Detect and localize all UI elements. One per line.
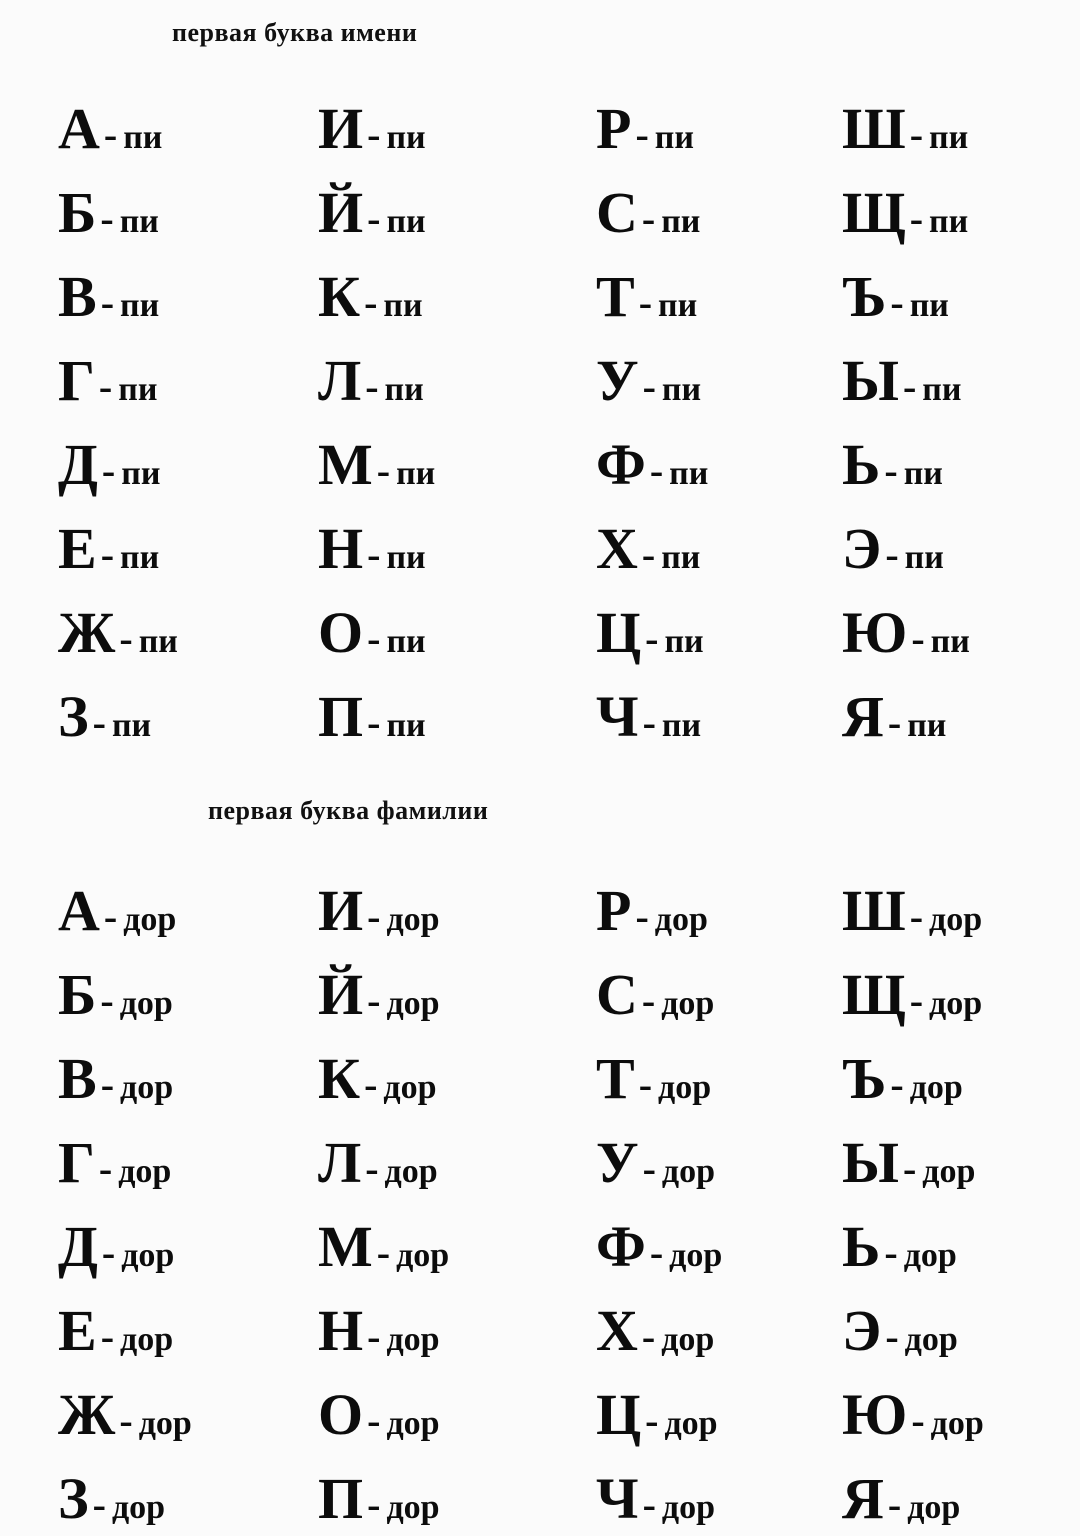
entry-syllable: пи xyxy=(904,539,944,576)
entry-separator: - xyxy=(884,1230,898,1275)
entry-separator: - xyxy=(367,112,381,157)
entry-syllable: дор xyxy=(929,901,983,938)
entry-letter: Б xyxy=(58,180,97,245)
entry-letter: Э xyxy=(842,516,882,581)
letter-entry xyxy=(58,684,152,749)
entry-separator: - xyxy=(365,364,379,409)
entry-syllable: дор xyxy=(386,1321,440,1358)
entry-separator: - xyxy=(365,1146,379,1191)
entry-syllable: пи xyxy=(903,455,943,492)
entry-letter: И xyxy=(318,96,364,161)
entry-syllable: дор xyxy=(384,1153,438,1190)
letter-entry xyxy=(842,1382,984,1447)
entry-syllable: дор xyxy=(119,985,173,1022)
entry-syllable: пи xyxy=(138,623,178,660)
entry-separator: - xyxy=(100,1314,115,1359)
entry-letter: В xyxy=(58,264,97,329)
entry-syllable: дор xyxy=(138,1405,192,1442)
letter-entry xyxy=(58,1214,175,1279)
entry-letter: Я xyxy=(842,684,884,749)
entry-syllable: пи xyxy=(386,203,426,240)
entry-letter: Ю xyxy=(842,600,908,665)
letter-entry xyxy=(58,1466,166,1531)
entry-letter: И xyxy=(318,878,364,943)
entry-letter: Ъ xyxy=(842,264,887,329)
entry-syllable: пи xyxy=(658,287,698,324)
entry-separator: - xyxy=(92,1482,106,1527)
entry-syllable: пи xyxy=(384,371,424,408)
entry-syllable: дор xyxy=(669,1237,723,1274)
entry-letter: Й xyxy=(318,962,364,1027)
entry-letter: С xyxy=(596,180,638,245)
entry-separator: - xyxy=(909,112,924,157)
letter-entry xyxy=(596,1466,716,1531)
entry-letter: Ф xyxy=(596,1214,646,1279)
entry-syllable: пи xyxy=(907,707,947,744)
entry-letter: Р xyxy=(596,96,632,161)
entry-syllable: дор xyxy=(930,1405,984,1442)
entry-separator: - xyxy=(376,448,391,493)
entry-separator: - xyxy=(641,532,656,577)
entry-syllable: пи xyxy=(661,203,701,240)
entry-separator: - xyxy=(367,1314,381,1359)
entry-separator: - xyxy=(642,700,656,745)
letter-entry xyxy=(58,878,177,943)
entry-letter: О xyxy=(318,600,364,665)
entry-letter: Х xyxy=(596,516,638,581)
entry-syllable: пи xyxy=(386,707,426,744)
letter-entry xyxy=(596,432,709,497)
entry-separator: - xyxy=(367,616,381,661)
entry-letter: Т xyxy=(596,264,635,329)
entry-separator: - xyxy=(887,700,902,745)
entry-letter: Ш xyxy=(842,878,906,943)
letter-entry xyxy=(842,516,944,581)
entry-letter: Ъ xyxy=(842,1046,887,1111)
entry-letter: Т xyxy=(596,1046,635,1111)
entry-letter: Ь xyxy=(842,1214,881,1279)
letter-entry xyxy=(596,600,704,665)
letter-entry xyxy=(318,1130,438,1195)
entry-letter: Е xyxy=(58,1298,97,1363)
entry-separator: - xyxy=(635,112,649,157)
name-section-title: первая буква имени xyxy=(172,18,418,47)
letter-entry xyxy=(596,878,708,943)
entry-separator: - xyxy=(367,978,381,1023)
letter-entry xyxy=(58,516,160,581)
letter-entry xyxy=(842,180,969,245)
letter-entry xyxy=(58,962,173,1027)
entry-letter: Б xyxy=(58,962,97,1027)
entry-separator: - xyxy=(885,1314,899,1359)
entry-separator: - xyxy=(367,196,381,241)
entry-syllable: дор xyxy=(383,1069,437,1106)
entry-separator: - xyxy=(911,616,925,661)
entry-syllable: пи xyxy=(121,455,161,492)
letter-entry xyxy=(842,684,947,749)
entry-letter: Э xyxy=(842,1298,882,1363)
entry-syllable: пи xyxy=(386,119,426,156)
entry-letter: Ц xyxy=(596,600,642,665)
entry-separator: - xyxy=(642,1146,656,1191)
entry-syllable: дор xyxy=(120,1069,174,1106)
entry-separator: - xyxy=(98,1146,113,1191)
entry-letter: О xyxy=(318,1382,364,1447)
letter-entry xyxy=(318,1382,440,1447)
entry-separator: - xyxy=(645,616,659,661)
letter-entry xyxy=(318,516,426,581)
letter-entry xyxy=(596,684,702,749)
entry-separator: - xyxy=(367,532,381,577)
letter-entry xyxy=(596,1214,723,1279)
entry-separator: - xyxy=(649,448,664,493)
entry-syllable: пи xyxy=(661,707,702,744)
letter-entry xyxy=(318,600,426,665)
entry-separator: - xyxy=(649,1230,664,1275)
letter-entry xyxy=(842,600,970,665)
entry-letter: У xyxy=(596,1130,639,1195)
entry-separator: - xyxy=(902,364,917,409)
letter-entry xyxy=(596,180,701,245)
entry-syllable: пи xyxy=(386,623,426,660)
entry-syllable: пи xyxy=(654,119,694,156)
entry-separator: - xyxy=(641,1314,656,1359)
entry-letter: Л xyxy=(318,348,362,413)
entry-letter: Ч xyxy=(596,1466,639,1531)
entry-separator: - xyxy=(909,894,924,939)
letter-entry xyxy=(58,432,161,497)
letter-entry xyxy=(58,1046,174,1111)
entry-separator: - xyxy=(887,1482,902,1527)
entry-letter: Ь xyxy=(842,432,881,497)
entry-letter: Щ xyxy=(842,180,906,245)
entry-letter: Ч xyxy=(596,684,639,749)
letter-entry xyxy=(842,878,983,943)
entry-letter: Ж xyxy=(58,1382,116,1447)
entry-syllable: пи xyxy=(909,287,949,324)
entry-syllable: дор xyxy=(661,985,715,1022)
letter-entry xyxy=(318,1214,450,1279)
entry-separator: - xyxy=(103,894,118,939)
entry-letter: А xyxy=(58,878,100,943)
entry-letter: Г xyxy=(58,1130,95,1195)
letter-entry xyxy=(318,1046,437,1111)
entry-letter: П xyxy=(318,684,364,749)
letter-entry xyxy=(318,962,440,1027)
entry-separator: - xyxy=(884,448,898,493)
entry-letter: Д xyxy=(58,1214,98,1279)
entry-separator: - xyxy=(642,1482,656,1527)
entry-syllable: дор xyxy=(661,1153,716,1190)
letter-entry xyxy=(596,962,715,1027)
entry-letter: Х xyxy=(596,1298,638,1363)
letter-entry xyxy=(58,264,160,329)
letter-entry xyxy=(318,180,426,245)
entry-syllable: дор xyxy=(904,1321,958,1358)
entry-letter: Н xyxy=(318,1298,364,1363)
entry-letter: Ц xyxy=(596,1382,642,1447)
entry-separator: - xyxy=(635,894,649,939)
entry-letter: П xyxy=(318,1466,364,1531)
letter-entry xyxy=(596,348,702,413)
letter-entry xyxy=(58,1130,172,1195)
entry-letter: Ы xyxy=(842,1130,899,1195)
entry-syllable: пи xyxy=(386,539,426,576)
entry-separator: - xyxy=(909,978,924,1023)
letter-entry xyxy=(58,600,178,665)
entry-letter: К xyxy=(318,264,361,329)
letter-entry xyxy=(318,96,426,161)
letter-entry xyxy=(58,1382,192,1447)
entry-separator: - xyxy=(367,1398,381,1443)
entry-letter: М xyxy=(318,432,373,497)
letter-entry xyxy=(318,264,423,329)
entry-separator: - xyxy=(364,1062,378,1107)
entry-letter: А xyxy=(58,96,100,161)
entry-syllable: дор xyxy=(386,1489,440,1526)
entry-syllable: пи xyxy=(111,707,152,744)
letter-entry xyxy=(842,96,969,161)
letter-entry xyxy=(596,1382,718,1447)
letter-entry xyxy=(318,1466,440,1531)
letter-entry xyxy=(842,1466,961,1531)
entry-syllable: пи xyxy=(661,371,702,408)
entry-separator: - xyxy=(100,1062,115,1107)
entry-separator: - xyxy=(100,978,114,1023)
letter-entry xyxy=(596,1298,715,1363)
entry-separator: - xyxy=(909,196,924,241)
entry-syllable: дор xyxy=(909,1069,963,1106)
letter-entry xyxy=(318,432,436,497)
entry-syllable: пи xyxy=(929,203,969,240)
entry-separator: - xyxy=(376,1230,391,1275)
entry-syllable: дор xyxy=(929,985,983,1022)
entry-separator: - xyxy=(890,1062,904,1107)
entry-separator: - xyxy=(367,700,381,745)
entry-separator: - xyxy=(101,1230,116,1275)
entry-separator: - xyxy=(367,1482,381,1527)
entry-separator: - xyxy=(100,532,115,577)
entry-letter: Щ xyxy=(842,962,906,1027)
entry-separator: - xyxy=(885,532,899,577)
entry-syllable: пи xyxy=(396,455,436,492)
entry-syllable: пи xyxy=(119,203,159,240)
entry-syllable: пи xyxy=(930,623,970,660)
entry-separator: - xyxy=(364,280,378,325)
entry-syllable: пи xyxy=(118,371,158,408)
entry-syllable: дор xyxy=(121,1237,175,1274)
entry-syllable: дор xyxy=(386,901,440,938)
entry-syllable: дор xyxy=(922,1153,976,1190)
entry-letter: У xyxy=(596,348,639,413)
entry-separator: - xyxy=(100,280,115,325)
entry-syllable: пи xyxy=(120,539,160,576)
entry-syllable: дор xyxy=(907,1489,961,1526)
entry-letter: Е xyxy=(58,516,97,581)
entry-syllable: дор xyxy=(386,985,440,1022)
letter-entry xyxy=(58,348,158,413)
letter-entry xyxy=(596,264,698,329)
entry-letter: В xyxy=(58,1046,97,1111)
entry-separator: - xyxy=(902,1146,917,1191)
letter-entry xyxy=(596,96,694,161)
entry-separator: - xyxy=(641,978,656,1023)
entry-letter: Ш xyxy=(842,96,906,161)
entry-letter: Д xyxy=(58,432,98,497)
entry-letter: Г xyxy=(58,348,95,413)
letter-entry xyxy=(842,264,949,329)
entry-separator: - xyxy=(911,1398,925,1443)
entry-letter: К xyxy=(318,1046,361,1111)
entry-letter: Р xyxy=(596,878,632,943)
letter-entry xyxy=(58,180,159,245)
entry-syllable: дор xyxy=(123,901,177,938)
entry-separator: - xyxy=(638,280,653,325)
entry-separator: - xyxy=(638,1062,653,1107)
entry-letter: Н xyxy=(318,516,364,581)
entry-separator: - xyxy=(119,616,133,661)
entry-separator: - xyxy=(890,280,904,325)
entry-letter: З xyxy=(58,1466,89,1531)
entry-separator: - xyxy=(98,364,113,409)
letter-entry xyxy=(318,348,424,413)
entry-syllable: дор xyxy=(396,1237,450,1274)
entry-syllable: дор xyxy=(118,1153,172,1190)
surname-section-title: первая буква фамилии xyxy=(208,796,489,825)
letter-entry xyxy=(842,1046,963,1111)
entry-syllable: дор xyxy=(664,1405,718,1442)
letter-entry xyxy=(842,348,962,413)
letter-entry xyxy=(842,432,943,497)
entry-separator: - xyxy=(92,700,106,745)
entry-letter: Я xyxy=(842,1466,884,1531)
entry-letter: Й xyxy=(318,180,364,245)
entry-syllable: пи xyxy=(669,455,709,492)
entry-separator: - xyxy=(100,196,114,241)
entry-letter: Ж xyxy=(58,600,116,665)
entry-letter: Ю xyxy=(842,1382,908,1447)
entry-syllable: пи xyxy=(120,287,160,324)
entry-syllable: дор xyxy=(661,1321,715,1358)
entry-separator: - xyxy=(103,112,118,157)
entry-letter: С xyxy=(596,962,638,1027)
letter-entry xyxy=(596,1130,716,1195)
entry-syllable: пи xyxy=(922,371,962,408)
letter-entry xyxy=(842,962,983,1027)
entry-letter: Л xyxy=(318,1130,362,1195)
letter-entry xyxy=(318,878,440,943)
entry-syllable: дор xyxy=(120,1321,174,1358)
entry-separator: - xyxy=(642,364,656,409)
entry-syllable: пи xyxy=(664,623,704,660)
entry-syllable: пи xyxy=(661,539,701,576)
letter-entry xyxy=(596,516,701,581)
entry-separator: - xyxy=(645,1398,659,1443)
letter-entry xyxy=(58,1298,174,1363)
letter-entry xyxy=(318,1298,440,1363)
letter-entry xyxy=(842,1130,976,1195)
entry-letter: Ы xyxy=(842,348,899,413)
letter-entry xyxy=(842,1298,958,1363)
entry-syllable: дор xyxy=(903,1237,957,1274)
entry-syllable: пи xyxy=(929,119,969,156)
entry-separator: - xyxy=(641,196,656,241)
entry-separator: - xyxy=(367,894,381,939)
letter-entry xyxy=(596,1046,712,1111)
entry-syllable: дор xyxy=(661,1489,716,1526)
entry-syllable: пи xyxy=(123,119,163,156)
entry-letter: Ф xyxy=(596,432,646,497)
entry-syllable: пи xyxy=(383,287,423,324)
entry-letter: М xyxy=(318,1214,373,1279)
entry-syllable: дор xyxy=(386,1405,440,1442)
letter-entry xyxy=(318,684,426,749)
entry-syllable: дор xyxy=(654,901,708,938)
entry-separator: - xyxy=(101,448,116,493)
letter-entry xyxy=(58,96,163,161)
entry-letter: З xyxy=(58,684,89,749)
entry-separator: - xyxy=(119,1398,133,1443)
letter-entry xyxy=(842,1214,957,1279)
entry-syllable: дор xyxy=(111,1489,166,1526)
entry-syllable: дор xyxy=(658,1069,712,1106)
